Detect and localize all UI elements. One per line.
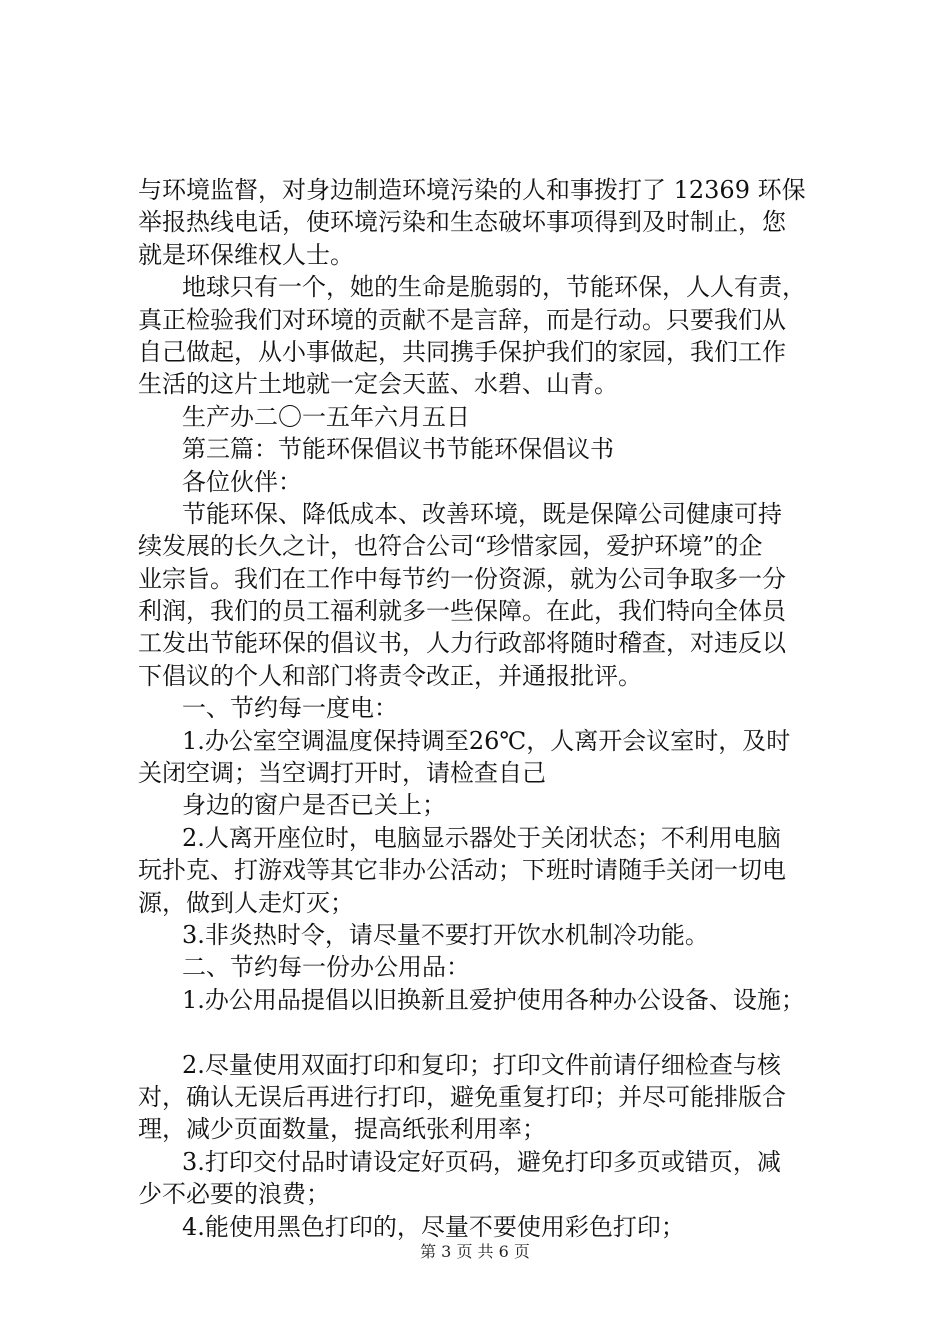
text-line: 真正检验我们对环境的贡献不是言辞，而是行动。只要我们从: [138, 305, 786, 334]
list-item-line: 1.办公室空调温度保持调至26℃，人离开会议室时，及时: [182, 726, 791, 755]
text-line: 自己做起，从小事做起，共同携手保护我们的家园，我们工作: [138, 337, 786, 366]
list-item-line: 4.能使用黑色打印的，尽量不要使用彩色打印；: [182, 1212, 685, 1241]
list-item-line: 3.打印交付品时请设定好页码，避免打印多页或错页，减: [182, 1147, 781, 1176]
list-item-line: 2.人离开座位时，电脑显示器处于关闭状态；不利用电脑: [182, 823, 781, 852]
text-line: 续发展的长久之计，也符合公司“珍惜家园，爱护环境”的企: [138, 532, 763, 561]
text-line: 生活的这片土地就一定会天蓝、水碧、山青。: [138, 370, 618, 399]
signature-date-line: 生产办二〇一五年六月五日: [182, 402, 470, 431]
text-line: 身边的窗户是否已关上；: [182, 791, 446, 820]
text-line: 业宗旨。我们在工作中每节约一份资源，就为公司争取多一分: [138, 564, 786, 593]
text-line: 对，确认无误后再进行打印，避免重复打印；并尽可能排版合: [138, 1082, 786, 1111]
paragraph-start-line: 节能环保、降低成本、改善环境，既是保障公司健康可持: [182, 499, 782, 528]
text-line: 理，减少页面数量，提高纸张利用率；: [138, 1115, 546, 1144]
paragraph-start-line: 地球只有一个，她的生命是脆弱的，节能环保，人人有责，: [182, 273, 806, 302]
list-item-line: 2.尽量使用双面打印和复印；打印文件前请仔细检查与核: [182, 1050, 781, 1079]
text-line: 下倡议的个人和部门将责令改正，并通报批评。: [138, 661, 642, 690]
section-heading-line: 二、节约每一份办公用品：: [182, 953, 470, 982]
page-number-footer: 第 3 页 共 6 页: [420, 1242, 530, 1261]
salutation-line: 各位伙伴：: [182, 467, 302, 496]
text-line: 举报热线电话，使环境污染和生态破坏事项得到及时制止，您: [138, 208, 786, 237]
document-body: [138, 174, 838, 1243]
section-title-line: 第三篇：节能环保倡议书节能环保倡议书: [182, 435, 614, 464]
text-line: 少不必要的浪费；: [138, 1180, 330, 1209]
text-line: 源，做到人走灯灭；: [138, 888, 354, 917]
blank-line: [138, 1016, 838, 1048]
text-line: 玩扑克、打游戏等其它非办公活动；下班时请随手关闭一切电: [138, 856, 786, 885]
section-heading-line: 一、节约每一度电：: [182, 694, 398, 723]
text-line: 工发出节能环保的倡议书，人力行政部将随时稽查，对违反以: [138, 629, 786, 658]
list-item-line: 1.办公用品提倡以旧换新且爱护使用各种办公设备、设施；: [182, 985, 805, 1014]
text-line: 关闭空调；当空调打开时，请检查自己: [138, 759, 546, 788]
text-line: 就是环保维权人士。: [138, 240, 354, 269]
text-line: 利润，我们的员工福利就多一些保障。在此，我们特向全体员: [138, 597, 786, 626]
text-line: 与环境监督，对身边制造环境污染的人和事拨打了 12369 环保: [138, 176, 806, 204]
list-item-line: 3.非炎热时令，请尽量不要打开饮水机制冷功能。: [182, 920, 709, 949]
